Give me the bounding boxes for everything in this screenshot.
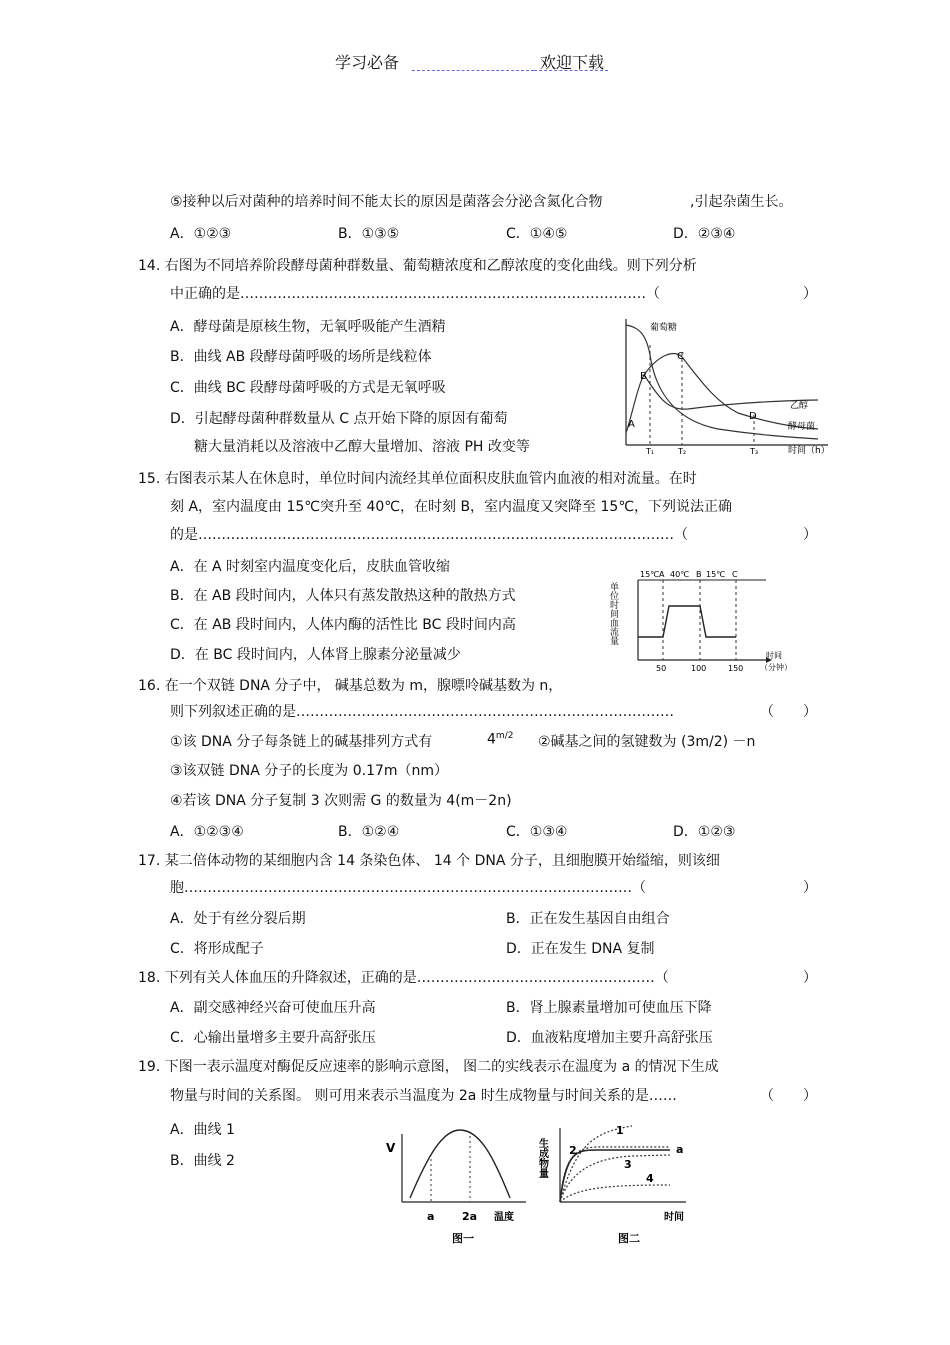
fig19a-ylabel: V xyxy=(386,1141,396,1155)
fig19b-xlabel: 时间 xyxy=(664,1212,684,1223)
fig14-xlabel: 时间（h） xyxy=(788,446,830,455)
fig19b-curve-3: 3 xyxy=(624,1158,632,1171)
q13-item-5: ⑤接种以后对菌种的培养时间不能太长的原因是菌落会分泌含氮化合物 xyxy=(170,194,603,210)
q19-stem-2: 物量与时间的关系图。 则可用来表示当温度为 2a 时生成物量与时间关系的是…… xyxy=(170,1088,677,1104)
q16-statement-3: ③该双链 DNA 分子的长度为 0.17m（nm） xyxy=(170,763,449,779)
q17-stem-1: 17. 某二倍体动物的某细胞内含 14 条染色体、 14 个 DNA 分子，且细胞膜开始缢缩，则该细 xyxy=(138,853,720,869)
q13-option-a: A．①②③ xyxy=(170,226,232,242)
q18-stem: 18. 下列有关人体血压的升降叙述，正确的是……………………………………………（ xyxy=(138,970,669,986)
fig14-ethanol: 乙醇 xyxy=(790,401,809,411)
q14-paren-close: ） xyxy=(803,286,817,302)
q16-statement-1: ①该 DNA 分子每条链上的碱基排列方式有 xyxy=(170,734,433,750)
q13-item-5-tail: ,引起杂菌生长。 xyxy=(690,194,793,210)
q17-paren-close: ） xyxy=(803,880,817,896)
q14-option-b: B．曲线 AB 段酵母菌呼吸的场所是线粒体 xyxy=(170,349,432,365)
fig19b-curve-2: 2 xyxy=(569,1144,577,1157)
q14-option-d-cont: 糖大量消耗以及溶液中乙醇大量增加、溶液 PH 改变等 xyxy=(194,439,530,455)
q15-stem-1: 15. 右图表示某人在休息时，单位时间内流经其单位面积皮肤血管内血液的相对流量。在时 xyxy=(138,471,697,487)
q15-option-d: D．在 BC 段时间内，人体肾上腺素分泌量减少 xyxy=(170,647,461,663)
q18-option-c: C．心输出量增多主要升高舒张压 xyxy=(170,1030,376,1046)
fig15-temp-1: 15℃ xyxy=(640,570,660,579)
q14-option-d: D．引起酵母菌种群数量从 C 点开始下降的原因有葡萄 xyxy=(170,411,508,427)
q14-option-a: A．酵母菌是原核生物，无氧呼吸能产生酒精 xyxy=(170,319,446,335)
q16-paren-open: （ xyxy=(760,704,774,720)
q13-option-c: C．①④⑤ xyxy=(506,226,568,242)
fig15-xlabel: 时间 xyxy=(766,651,782,660)
fig15-time-c: C xyxy=(732,570,738,579)
q19-paren-open: （ xyxy=(760,1088,774,1104)
q14-figure xyxy=(618,315,838,455)
fig19b-curve-1: 1 xyxy=(616,1124,624,1137)
fig15-tick-150: 150 xyxy=(728,664,744,673)
q16-statement-2: ②碱基之间的氢键数为 (3m/2) －n xyxy=(538,734,756,750)
q16-option-c: C．①③④ xyxy=(506,824,568,840)
fig15-ylabel: 单位时间血流量 xyxy=(608,582,618,645)
header-left: 学习必备 xyxy=(335,53,400,72)
fig19b-ylabel: 生成物量 xyxy=(536,1138,548,1178)
q14-stem-1: 14. 右图为不同培养阶段酵母菌种群数量、葡萄糖浓度和乙醇浓度的变化曲线。则下列分析 xyxy=(138,258,697,274)
q15-stem-3: 的是…………………………………………………………………………………………（ xyxy=(170,527,688,543)
fig15-time-b: B xyxy=(696,570,702,579)
q13-option-b: B．①③⑤ xyxy=(338,226,400,242)
q15-paren-close: ） xyxy=(803,527,817,543)
fig19a-tick-a: a xyxy=(427,1210,435,1223)
q17-stem-2: 胞……………………………………………………………………………………（ xyxy=(170,880,646,896)
q16-paren-close: ） xyxy=(803,704,817,720)
fig14-t2: T₂ xyxy=(678,447,687,455)
fig19b-curve-4: 4 xyxy=(646,1172,654,1185)
q16-option-a: A．①②③④ xyxy=(170,824,244,840)
q19-option-b: B．曲线 2 xyxy=(170,1153,235,1169)
q16-stem-2: 则下列叙述正确的是……………………………………………………………………… xyxy=(170,704,674,720)
fig15-tick-100: 100 xyxy=(691,664,707,673)
q16-option-d: D．①②③ xyxy=(673,824,736,840)
q19-figure-1 xyxy=(382,1128,532,1248)
q17-option-c: C．将形成配子 xyxy=(170,941,264,957)
fig15-xunit: （分钟） xyxy=(760,663,792,672)
fig14-point-a: A xyxy=(628,419,635,430)
fig14-point-c: C xyxy=(677,351,684,362)
q18-option-b: B．肾上腺素量增加可使血压下降 xyxy=(506,1000,712,1016)
q15-option-b: B．在 AB 段时间内，人体只有蒸发散热这种的散热方式 xyxy=(170,588,516,604)
q16-statement-4: ④若该 DNA 分子复制 3 次则需 G 的数量为 4(m－2n) xyxy=(170,793,512,809)
q18-option-a: A．副交感神经兴奋可使血压升高 xyxy=(170,1000,376,1016)
q17-option-d: D．正在发生 DNA 复制 xyxy=(506,941,655,957)
fig15-temp-3: 15℃ xyxy=(706,570,726,579)
q19-stem-1: 19. 下图一表示温度对酶促反应速率的影响示意图， 图二的实线表示在温度为 a 的情况下生成 xyxy=(138,1059,719,1075)
header-right: 欢迎下载 xyxy=(540,53,605,72)
fig15-tick-50: 50 xyxy=(656,664,667,673)
fig14-t1: T₁ xyxy=(646,447,655,455)
fig14-glucose: 葡萄糖 xyxy=(650,323,678,333)
q19-figure-2 xyxy=(536,1122,701,1248)
fig14-t3: T₃ xyxy=(750,447,759,455)
q14-stem-2: 中正确的是……………………………………………………………………………（ xyxy=(170,286,660,302)
q19-option-a: A．曲线 1 xyxy=(170,1122,235,1138)
q19-paren-close: ） xyxy=(803,1088,817,1104)
header-divider xyxy=(412,70,534,71)
fig15-time-a: A xyxy=(659,570,665,579)
q16-statement-1-value: $4^{m/2}$ xyxy=(487,731,514,748)
header-divider-2 xyxy=(534,70,608,71)
q13-option-d: D．②③④ xyxy=(673,226,736,242)
q15-option-c: C．在 AB 段时间内，人体内酶的活性比 BC 段时间内高 xyxy=(170,617,516,633)
q16-option-b: B．①②④ xyxy=(338,824,400,840)
fig19a-caption: 图一 xyxy=(452,1232,474,1245)
fig19a-tick-2a: 2a xyxy=(462,1210,478,1223)
fig14-yeast: 酵母菌 xyxy=(788,422,816,432)
q17-option-a: A．处于有丝分裂后期 xyxy=(170,911,306,927)
fig14-point-d: D xyxy=(749,411,757,422)
q15-stem-2: 刻 A，室内温度由 15℃突升至 40℃，在时刻 B，室内温度又突降至 15℃，下列说法正确 xyxy=(170,499,733,515)
q18-option-d: D．血液粘度增加主要升高舒张压 xyxy=(506,1030,713,1046)
q18-paren-close: ） xyxy=(803,970,817,986)
q17-option-b: B．正在发生基因自由组合 xyxy=(506,911,670,927)
q15-figure xyxy=(606,560,806,680)
q16-stem-1: 16. 在一个双链 DNA 分子中， 碱基总数为 m，腺嘌呤碱基数为 n， xyxy=(138,678,563,694)
fig14-point-b: B xyxy=(640,371,647,382)
fig15-temp-2: 40℃ xyxy=(670,570,690,579)
q14-option-c: C．曲线 BC 段酵母菌呼吸的方式是无氧呼吸 xyxy=(170,380,446,396)
fig19a-xlabel: 温度 xyxy=(494,1212,514,1223)
fig19b-curve-a: a xyxy=(676,1143,684,1156)
q15-option-a: A．在 A 时刻室内温度变化后，皮肤血管收缩 xyxy=(170,559,451,575)
fig19b-caption: 图二 xyxy=(618,1232,640,1245)
